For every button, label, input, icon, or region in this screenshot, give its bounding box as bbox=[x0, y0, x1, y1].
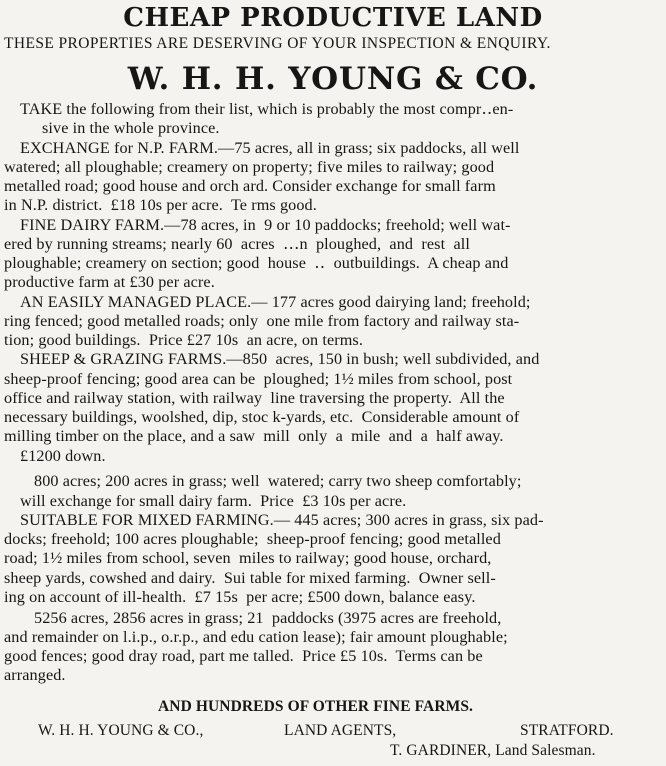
ad-subtitle: THESE PROPERTIES ARE DESERVING OF YOUR INSPECTION & ENQUIRY. bbox=[4, 35, 551, 52]
body-line: sheep-proof fencing; good area can be ploughed; 1½ miles from school, post bbox=[4, 370, 513, 388]
agent-town: STRATFORD. bbox=[520, 722, 614, 739]
body-line: will exchange for small dairy farm. Price £3 10s per acre. bbox=[20, 492, 407, 510]
body-line: SUITABLE FOR MIXED FARMING.— 445 acres; 300 acres in grass, six pad- bbox=[20, 511, 544, 529]
body-line: watered; all ploughable; creamery on property; five miles to railway; good bbox=[4, 158, 495, 176]
body-line: EXCHANGE for N.P. FARM.—75 acres, all in grass; six paddocks, all well bbox=[20, 139, 520, 157]
body-line: docks; freehold; 100 acres ploughable; sheep-proof fencing; good metalled bbox=[4, 530, 501, 548]
body-line: TAKE the following from their list, which is probably the most compr․․en- bbox=[20, 100, 514, 118]
body-line: office and railway station, with railway line traversing the property. All the bbox=[4, 389, 505, 407]
body-line: SHEEP & GRAZING FARMS.—850 acres, 150 in bush; well subdivided, and bbox=[20, 350, 540, 368]
body-line: ring fenced; good metalled roads; only one mile from factory and railway sta- bbox=[4, 312, 520, 330]
body-line: sheep yards, cowshed and dairy. Sui table for mixed farming. Owner sell- bbox=[4, 569, 496, 587]
body-line: and remainder on l.i.p., o.r.p., and edu cation lease); fair amount ploughable; bbox=[4, 628, 508, 646]
body-line: metalled road; good house and orch ard. Consider exchange for small farm bbox=[4, 177, 496, 195]
body-line: good fences; good dray road, part me talled. Price £5 10s. Terms can be bbox=[4, 647, 483, 665]
body-line: arranged. bbox=[4, 666, 66, 684]
company-name: W. H. H. YOUNG & CO. bbox=[127, 61, 539, 97]
agent-name: W. H. H. YOUNG & CO., bbox=[38, 722, 204, 739]
body-line: sive in the whole province. bbox=[42, 119, 220, 137]
body-line: FINE DAIRY FARM.—78 acres, in 9 or 10 paddocks; freehold; well wat- bbox=[20, 216, 511, 234]
body-line: ered by running streams; nearly 60 acres ․․․n ploughed, and rest all bbox=[4, 235, 470, 253]
footer-tagline: AND HUNDREDS OF OTHER FINE FARMS. bbox=[158, 698, 474, 715]
body-line: in N.P. district. £18 10s per acre. Te rms good. bbox=[4, 196, 317, 214]
body-line: tion; good buildings. Price £27 10s an acre, on terms. bbox=[4, 331, 363, 349]
body-line: 800 acres; 200 acres in grass; well watered; carry two sheep comfortably; bbox=[34, 472, 522, 490]
body-line: necessary buildings, woolshed, dip, stoc k-yards, etc. Considerable amount of bbox=[4, 408, 520, 426]
body-line: productive farm at £30 per acre. bbox=[4, 273, 215, 291]
body-line: road; 1½ miles from school, seven miles to railway; good house, orchard, bbox=[4, 549, 492, 567]
ad-title: CHEAP PRODUCTIVE LAND bbox=[123, 3, 543, 33]
agent-role: LAND AGENTS, bbox=[284, 722, 397, 739]
body-line: ploughable; creamery on section; good house ․․ outbuildings. A cheap and bbox=[4, 254, 509, 272]
body-line: AN EASILY MANAGED PLACE.— 177 acres good dairying land; freehold; bbox=[20, 293, 531, 311]
body-line: £1200 down. bbox=[20, 447, 106, 465]
salesman-credit: T. GARDINER, Land Salesman. bbox=[390, 742, 596, 759]
body-line: milling timber on the place, and a saw mill only a mile and a half away. bbox=[4, 427, 504, 445]
body-line: 5256 acres, 2856 acres in grass; 21 paddocks (3975 acres are freehold, bbox=[34, 609, 502, 627]
body-line: ing on account of ill-health. £7 15s per acre; £500 down, balance easy. bbox=[4, 588, 476, 606]
